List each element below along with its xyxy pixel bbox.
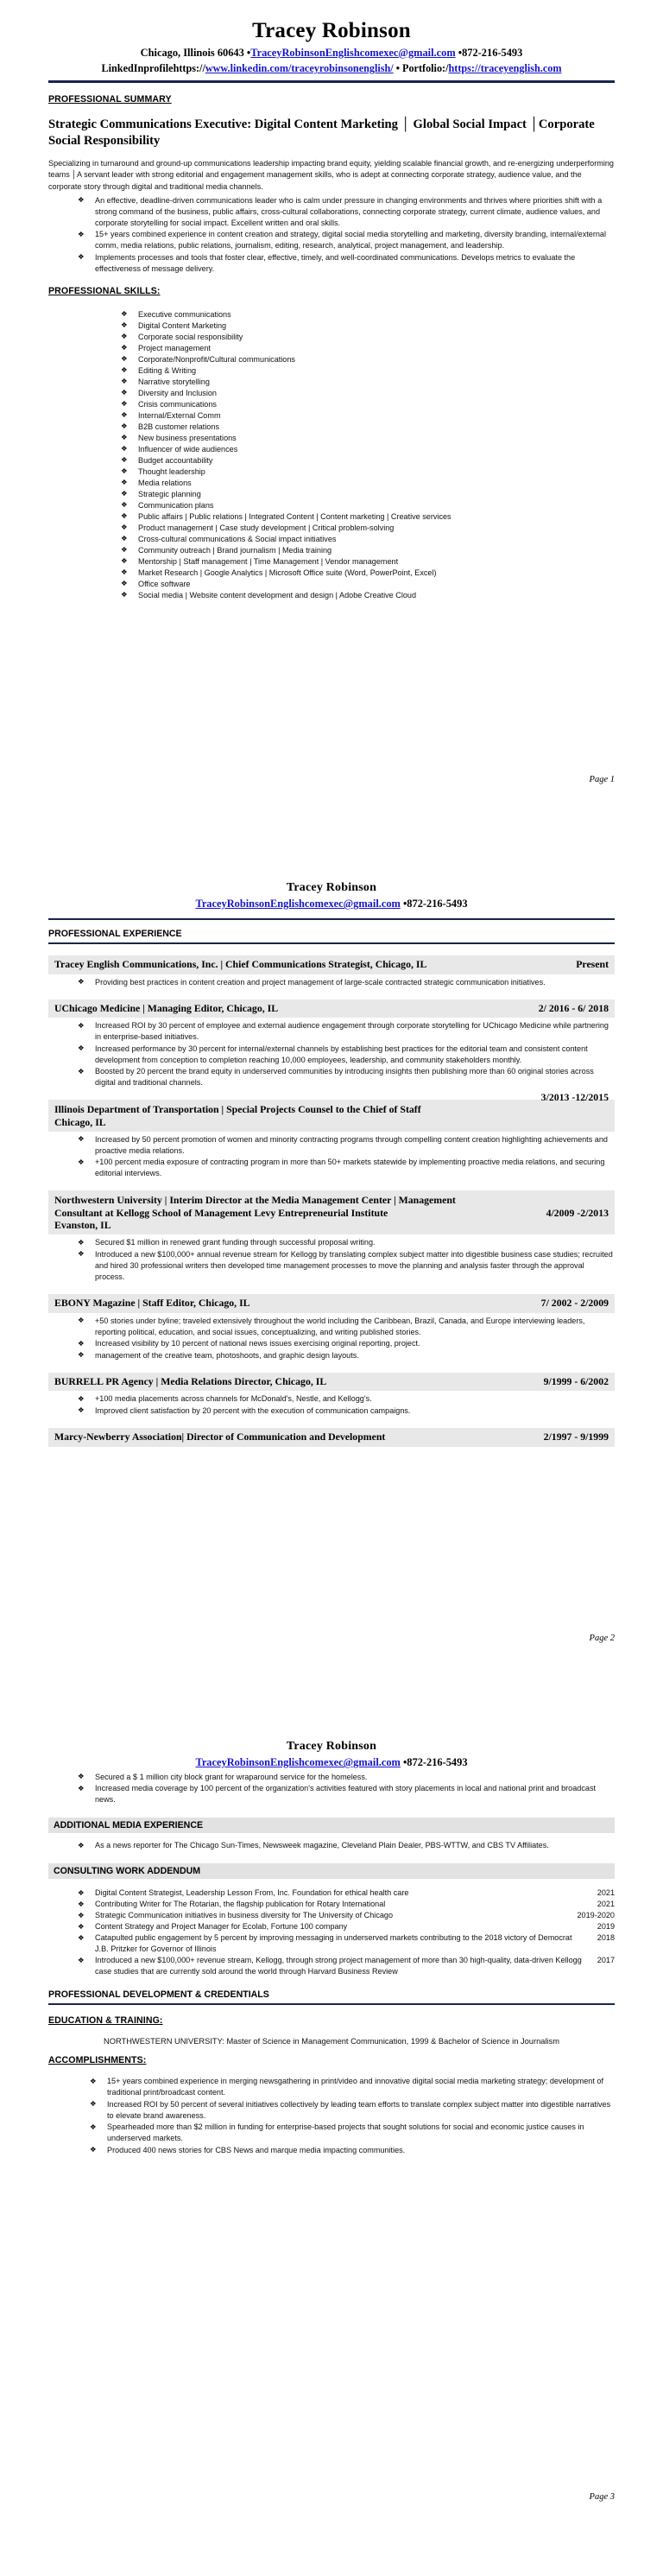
- list-item: ❖ Public affairs | Public relations | Integrated Content | Content marketing | Creative services: [121, 511, 615, 523]
- linkedin-link[interactable]: www.linkedin.com/traceyrobinsonenglish/: [205, 62, 394, 75]
- list-item: ❖ Crisis communications: [121, 399, 615, 410]
- addendum-year: ❖ 2021: [597, 1900, 615, 1909]
- job-bullet-list: [48, 977, 615, 988]
- job-header: [48, 1090, 615, 1131]
- list-item: ❖ Spearheaded more than $2 million in funding for enterprise-based projects that sought solutions for social and economic justice causes in underserved markets.: [90, 2122, 615, 2144]
- list-item: ❖ Cross-cultural communications & Social impact initiatives: [121, 534, 615, 545]
- skills-list: [48, 309, 615, 601]
- job-title: EBONY Magazine | Staff Editor, Chicago, IL: [54, 1297, 250, 1310]
- section-heading-consulting-addendum: CONSULTING WORK ADDENDUM: [48, 1863, 615, 1879]
- page-number-1: Page 1: [589, 775, 615, 784]
- job-title: Northwestern University | Interim Director at the Media Management Center | Management: [54, 1193, 456, 1206]
- list-item: ❖ Market Research | Google Analytics | Microsoft Office suite (Word, PowerPoint, Excel): [121, 568, 615, 579]
- list-item: ❖ Strategic planning: [121, 489, 615, 500]
- page3-title: Tracey Robinson: [286, 1740, 377, 1753]
- list-item: ❖ Secured a $ 1 million city block grant for wraparound service for the homeless.: [78, 1772, 615, 1783]
- job-bullet-list: [48, 1134, 615, 1180]
- job-date: 7/ 2002 - 2/2009: [540, 1297, 609, 1310]
- list-item: ❖ +100 media placements across channels for McDonald's, Nestle, and Kellogg's.: [78, 1393, 615, 1405]
- resume-page-2: [0, 859, 663, 1717]
- addendum-year: ❖ 2017: [597, 1956, 615, 1965]
- list-item: ❖ Mentorship | Staff management | Time Management | Vendor management: [121, 556, 615, 568]
- job-title-2: Consultant at Kellogg School of Management Levy Entrepreneurial Institute: [54, 1206, 388, 1219]
- list-item: ❖ Project management: [121, 343, 615, 354]
- list-item: ❖ Media relations: [121, 478, 615, 489]
- job-bullet-list: [48, 1237, 615, 1283]
- job-title: UChicago Medicine | Managing Editor, Chicago, IL: [54, 1002, 279, 1015]
- job-bullet-list: [48, 1393, 615, 1417]
- list-item: ❖ B2B customer relations: [121, 422, 615, 433]
- list-item: ❖ Thought leadership: [121, 466, 615, 478]
- list-item: ❖ Budget accountability: [121, 455, 615, 466]
- email-link[interactable]: TraceyRobinsonEnglishcomexec@gmail.com: [250, 46, 456, 59]
- page3-contact-line: [48, 1755, 615, 1770]
- list-item: ❖ Improved client satisfaction by 20 percent with the execution of communication campaigns.: [78, 1405, 615, 1417]
- list-item: ❖ Increased media coverage by 100 percent of the organization's activities featured with story placements in local and national print and broadcast news.: [78, 1783, 615, 1805]
- page-number-2: Page 2: [589, 1634, 615, 1643]
- job-date: 4/2009 -2/2013: [546, 1206, 609, 1219]
- list-item: [78, 1955, 615, 1977]
- addendum-year: ❖ 2018: [597, 1933, 615, 1943]
- portfolio-label: • Portfolio:/: [393, 62, 449, 75]
- list-item: ❖ Increased visibility by 10 percent of national news issues exercising original reporting, project.: [78, 1338, 615, 1349]
- addendum-text: Content Strategy and Project Manager for Ecolab, Fortune 100 company: [95, 1922, 348, 1932]
- list-item: ❖ 15+ years combined experience in content creation and strategy, digital social media storytelling and marketing, diversity branding, internal/external comm, media relations, public relations, journalism, editing, research, analytical, project management, and leadership.: [78, 229, 615, 251]
- addendum-text: Contributing Writer for The Rotarian, the flagship publication for Rotary International: [95, 1900, 386, 1909]
- consulting-addendum-list: [48, 1888, 615, 1977]
- list-item: ❖ Increased ROI by 50 percent of several initiatives collectively by leading team efforts to translate complex subject matter into digestible narratives to elevate brand awareness.: [90, 2099, 615, 2122]
- section-heading-professional-skills: PROFESSIONAL SKILLS:: [48, 285, 161, 296]
- list-item: [78, 1888, 615, 1899]
- list-item: [78, 1910, 615, 1921]
- list-item: ❖ Influencer of wide audiences: [121, 444, 615, 455]
- contact-location: Chicago, Illinois 60643 •: [140, 46, 251, 59]
- email-link[interactable]: TraceyRobinsonEnglishcomexec@gmail.com: [195, 898, 401, 910]
- job-bullet-list: [48, 1020, 615, 1088]
- job-header: [48, 1190, 615, 1234]
- list-item: ❖ Community outreach | Brand journalism | Media training: [121, 545, 615, 556]
- job-location: Chicago, IL: [54, 1115, 106, 1128]
- list-item: ❖ Office software: [121, 579, 615, 590]
- resume-page-3: [0, 1717, 663, 2576]
- job-date: 2/1997 - 9/1999: [543, 1431, 609, 1443]
- job-header: [48, 1373, 615, 1392]
- job-title: Marcy-Newberry Association| Director of Communication and Development: [54, 1431, 386, 1443]
- list-item: ❖ Corporate/Nonprofit/Cultural communications: [121, 354, 615, 365]
- header-divider: [48, 80, 615, 83]
- list-item: ❖ Secured $1 million in renewed grant funding through successful proposal writing.: [78, 1237, 615, 1248]
- list-item: ❖ An effective, deadline-driven communications leader who is calm under pressure in changing environments and thrives where priorities shift with a strong command of the business, public affairs, cross-cultural collaborations, connecting corporate strategy, current climate, audience values, and corporate storytelling for social impact. Excellent written and oral skills.: [78, 195, 615, 229]
- section-heading-professional-experience: PROFESSIONAL EXPERIENCE: [48, 928, 182, 939]
- list-item: ❖ Boosted by 20 percent the brand equity in underserved communities by introducing insights then publishing more than 60 original stories across digital and traditional channels.: [78, 1066, 615, 1088]
- page2-contact-line: [48, 897, 615, 911]
- contact-phone: •872-216-5493: [400, 1756, 468, 1769]
- list-item: ❖ +100 percent media exposure of contracting program in more than 50+ markets statewide by implementing proactive media relations, and securing editorial interviews.: [78, 1157, 615, 1179]
- list-item: ❖ Increased ROI by 30 percent of employee and external audience engagement through corporate storytelling for UChicago Medicine while partnering in enterprise-based initiatives.: [78, 1020, 615, 1043]
- contact-phone: •872-216-5493: [455, 46, 523, 59]
- addendum-text: Strategic Communication initiatives in business diversity for The University of Chicago: [95, 1911, 394, 1920]
- contact-line-1: [48, 46, 615, 60]
- list-item: [78, 1921, 615, 1932]
- list-item: ❖ Corporate social responsibility: [121, 332, 615, 343]
- portfolio-link[interactable]: https://traceyenglish.com: [448, 62, 562, 75]
- job-title: BURRELL PR Agency | Media Relations Director, Chicago, IL: [54, 1375, 327, 1388]
- list-item: ❖ Implements processes and tools that foster clear, effective, timely, and well-coordinated communications. Develops metrics to evaluate the effectiveness of message delivery.: [78, 252, 615, 275]
- job-date: 9/1999 - 6/2002: [543, 1375, 609, 1388]
- list-item: ❖ Social media | Website content development and design | Adobe Creative Cloud: [121, 590, 615, 601]
- addendum-year: ❖ 2019: [597, 1922, 615, 1932]
- list-item: ❖ Diversity and Inclusion: [121, 388, 615, 399]
- list-item: [78, 1932, 615, 1955]
- page-title: Tracey Robinson: [252, 19, 411, 42]
- list-item: ❖ Communication plans: [121, 500, 615, 511]
- education-entry: NORTHWESTERN UNIVERSITY: Master of Science in Management Communication, 1999 & Bachelor of Science in Journalism: [104, 2037, 559, 2046]
- list-item: ❖ New business presentations: [121, 433, 615, 444]
- summary-bullet-list: [48, 195, 615, 275]
- addendum-text: Digital Content Strategist, Leadership Lesson From, Inc. Foundation for ethical health care: [95, 1888, 409, 1898]
- list-item: ❖ Narrative storytelling: [121, 377, 615, 388]
- page2-header-divider: [48, 918, 615, 920]
- list-item: ❖ Product management | Case study development | Critical problem-solving: [121, 523, 615, 534]
- section-heading-accomplishments: ACCOMPLISHMENTS:: [48, 2055, 147, 2066]
- job-bullet-list: [48, 1316, 615, 1361]
- job-date: 3/2013 -12/2015: [540, 1090, 609, 1103]
- list-item: ❖ Increased by 50 percent promotion of women and minority contracting programs through compelling content creation highlighting achievements and proactive media relations.: [78, 1134, 615, 1157]
- list-item: ❖ +50 stories under byline; traveled extensively throughout the world including the Caribbean, Brazil, Canada, and Europe interviewing leaders, reporting political, education, and social issues, conceptualizing, and writing published stories.: [78, 1316, 615, 1338]
- list-item-continuation: ❖ management of the creative team, photoshoots, and graphic design layouts.: [78, 1350, 615, 1361]
- job-date: Present: [576, 958, 609, 971]
- page2-title: Tracey Robinson: [286, 881, 377, 894]
- job-header: [48, 955, 615, 974]
- contact-line-2: [48, 61, 615, 75]
- summary-tagline: Strategic Communications Executive: Digital Content Marketing │ Global Social Impact │Corporate Social Responsibility: [48, 117, 595, 148]
- additional-media-list: [48, 1840, 615, 1851]
- contact-phone: •872-216-5493: [400, 898, 468, 910]
- list-item: ❖ Produced 400 news stories for CBS News and marque media impacting communities.: [90, 2145, 615, 2156]
- addendum-text: Introduced a new $100,000+ revenue stream, Kellogg, through strong project management of more than 30 high-quality, data-driven Kellogg case studies that are currently sold around the world through Harvard Business Review: [95, 1956, 582, 1976]
- list-item: ❖ Executive communications: [121, 309, 615, 320]
- page3-top-bullet-list: [48, 1772, 615, 1806]
- section-heading-professional-summary: PROFESSIONAL SUMMARY: [48, 93, 172, 105]
- section-heading-professional-development: PROFESSIONAL DEVELOPMENT & CREDENTIALS: [48, 1989, 269, 2001]
- linkedin-label: LinkedInprofilehttps://: [101, 62, 205, 75]
- list-item: ❖ Internal/External Comm: [121, 410, 615, 422]
- section-divider: [48, 942, 615, 944]
- email-link[interactable]: TraceyRobinsonEnglishcomexec@gmail.com: [195, 1756, 401, 1769]
- page-number-3: Page 3: [589, 2492, 615, 2502]
- job-title: Illinois Department of Transportation | Special Projects Counsel to the Chief of Staff: [54, 1102, 421, 1115]
- section-heading-additional-media-experience: ADDITIONAL MEDIA EXPERIENCE: [48, 1818, 615, 1833]
- list-item: ❖ As a news reporter for The Chicago Sun-Times, Newsweek magazine, Cleveland Plain Dealer, PBS-WTTW, and CBS TV Affiliates.: [78, 1840, 615, 1851]
- job-header: [48, 1294, 615, 1313]
- list-item: ❖ Providing best practices in content creation and project management of large-scale contracted strategic communication initiatives.: [78, 977, 615, 988]
- list-item: ❖ Increased performance by 30 percent for internal/external channels by establishing best practices for the editorial team and consistent content development from conception to completion reaching 10,000 employees, leadership, and community stakeholders monthly.: [78, 1044, 615, 1066]
- job-header: [48, 1428, 615, 1447]
- job-header: [48, 999, 615, 1018]
- addendum-year: ❖ 2021: [597, 1888, 615, 1898]
- list-item: ❖ Editing & Writing: [121, 365, 615, 377]
- section-divider: [48, 2003, 615, 2005]
- job-title: Tracey English Communications, Inc. | Chief Communications Strategist, Chicago, IL: [54, 958, 427, 971]
- section-heading-education-training: EDUCATION & TRAINING:: [48, 2015, 163, 2027]
- addendum-year: ❖ 2019-2020: [577, 1911, 615, 1920]
- job-location: Evanston, IL: [54, 1219, 111, 1232]
- list-item: ❖ Introduced a new $100,000+ annual revenue stream for Kellogg by translating complex subject matter into digestible business case studies; recruited and hired 30 professional writers then developed time management processes to move the planning and analysis faster through the approval process.: [78, 1249, 615, 1283]
- accomplishments-list: [48, 2076, 615, 2156]
- resume-page-1: [0, 0, 663, 859]
- list-item: ❖ 15+ years combined experience in merging newsgathering in print/video and innovative digital social media marketing strategy; development of traditional print/broadcast content.: [90, 2076, 615, 2098]
- summary-paragraph: Specializing in turnaround and ground-up communications leadership impacting brand equity, yielding scalable financial growth, and re-energizing underperforming teams │A servant leader with strong editorial and engagement management skills, who is adept at connecting corporate strategy, audience value, and the corporate story through digital and traditional media channels.: [48, 159, 614, 191]
- list-item: [78, 1899, 615, 1910]
- addendum-text: Catapulted public engagement by 5 percent by improving messaging in underserved markets contributing to the 2018 victory of Democrat J.B. Pritzker for Governor of Illinois: [95, 1933, 572, 1954]
- job-date: 2/ 2016 - 6/ 2018: [538, 1002, 609, 1015]
- list-item: ❖ Digital Content Marketing: [121, 320, 615, 332]
